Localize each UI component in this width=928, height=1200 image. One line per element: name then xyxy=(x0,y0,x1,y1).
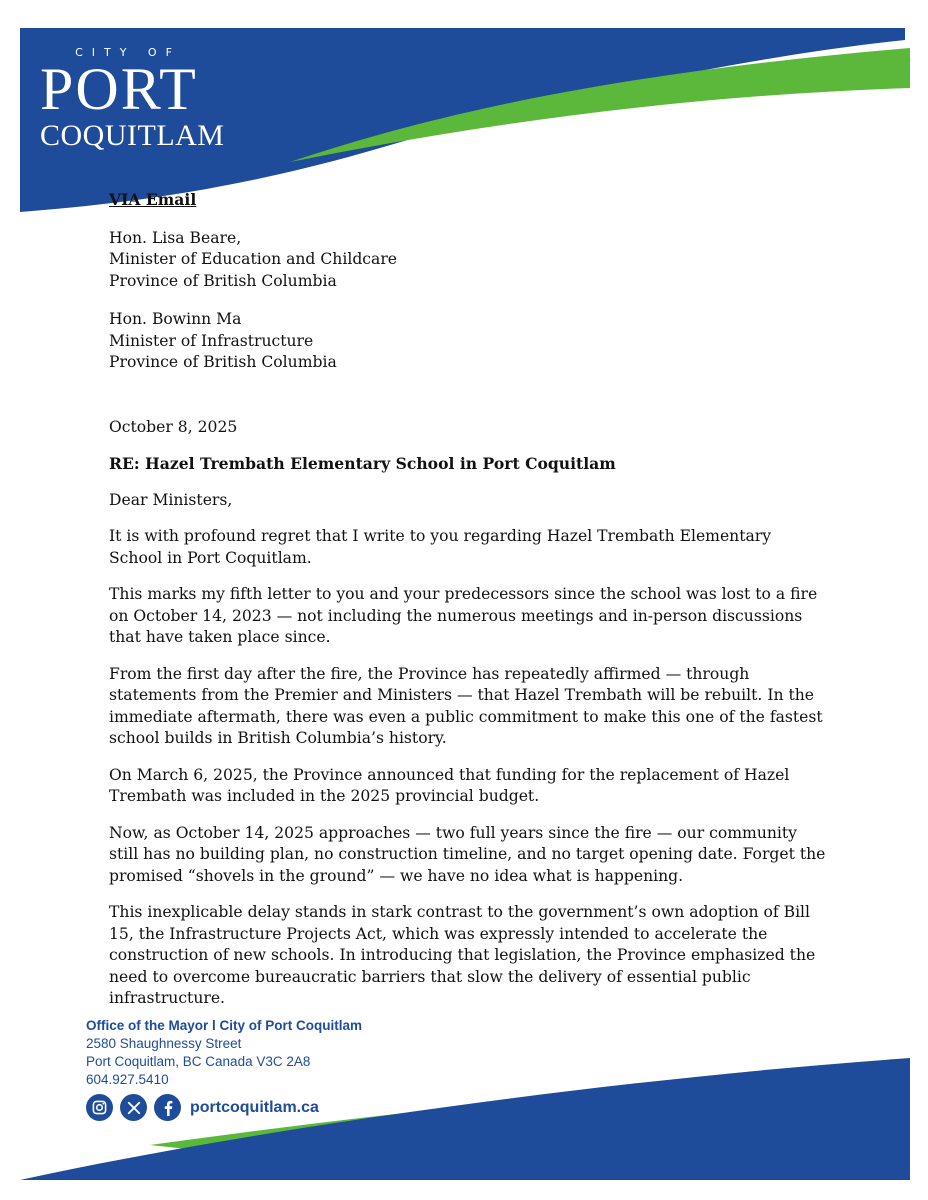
logo-coquitlam: COQUITLAM xyxy=(40,119,225,152)
city-logo xyxy=(40,46,225,152)
body-paragraph: On March 6, 2025, the Province announced that funding for the replacement of Hazel Trembath was included in the 2025 provincial budget. xyxy=(109,765,790,805)
recipient-province: Province of British Columbia xyxy=(109,353,337,371)
recipient-province: Province of British Columbia xyxy=(109,271,337,290)
footer-blue-band xyxy=(20,1058,910,1180)
recipient-name: Hon. Lisa Beare, xyxy=(109,228,242,247)
letter-date: October 8, 2025 xyxy=(109,417,238,436)
letter-body xyxy=(109,189,829,1010)
recipient-block xyxy=(109,309,829,374)
office-city: Port Coquitlam, BC Canada V3C 2A8 xyxy=(86,1054,311,1069)
salutation: Dear Ministers, xyxy=(109,490,233,509)
logo-city-of: CITY OF xyxy=(75,46,181,59)
delivery-method: VIA Email xyxy=(109,190,197,209)
logo-port: PORT xyxy=(40,56,198,122)
website-link[interactable]: portcoquitlam.ca xyxy=(190,1098,319,1116)
office-phone: 604.927.5410 xyxy=(86,1072,169,1087)
letter-subject: RE: Hazel Trembath Elementary School in Port Coquitlam xyxy=(109,454,616,473)
recipient-block xyxy=(109,228,829,293)
office-street: 2580 Shaughnessy Street xyxy=(86,1036,242,1051)
recipient-title: Minister of Education and Childcare xyxy=(109,250,398,268)
footer-swoosh xyxy=(0,1050,928,1200)
recipient-title: Minister of Infrastructure xyxy=(109,331,314,350)
body-paragraph: Now, as October 14, 2025 approaches — two full years since the fire — our community still has no building plan, no construction timeline, and no target opening date. Forget the promised “shovels in the ground” — we have no idea what is happening. xyxy=(109,823,826,885)
body-paragraph: This inexplicable delay stands in stark contrast to the government’s own adoption of Bill 15, the Infrastructure Projects Act, which was expressly intended to accelerate the construction of new schools. In introducing that legislation, the Province emphasized the need to overcome bureaucratic barriers that slow the delivery of essential public infrastructure. xyxy=(109,903,816,1007)
recipient-name: Hon. Bowinn Ma xyxy=(109,310,242,328)
office-title: Office of the Mayor l City of Port Coquitlam xyxy=(86,1018,363,1033)
body-paragraph: From the first day after the fire, the Province has repeatedly affirmed — through statements from the Premier and Ministers — that Hazel Trembath will be rebuilt. In the immediate aftermath, there was even a public commitment to make this one of the fastest school builds in British Columbia’s history. xyxy=(109,664,823,747)
body-paragraph: This marks my fifth letter to you and your predecessors since the school was lost to a fire on October 14, 2023 — not including the numerous meetings and in-person discussions that have taken place since. xyxy=(109,585,818,646)
body-paragraph: It is with profound regret that I write to you regarding Hazel Trembath Elementary School in Port Coquitlam. xyxy=(109,527,772,567)
